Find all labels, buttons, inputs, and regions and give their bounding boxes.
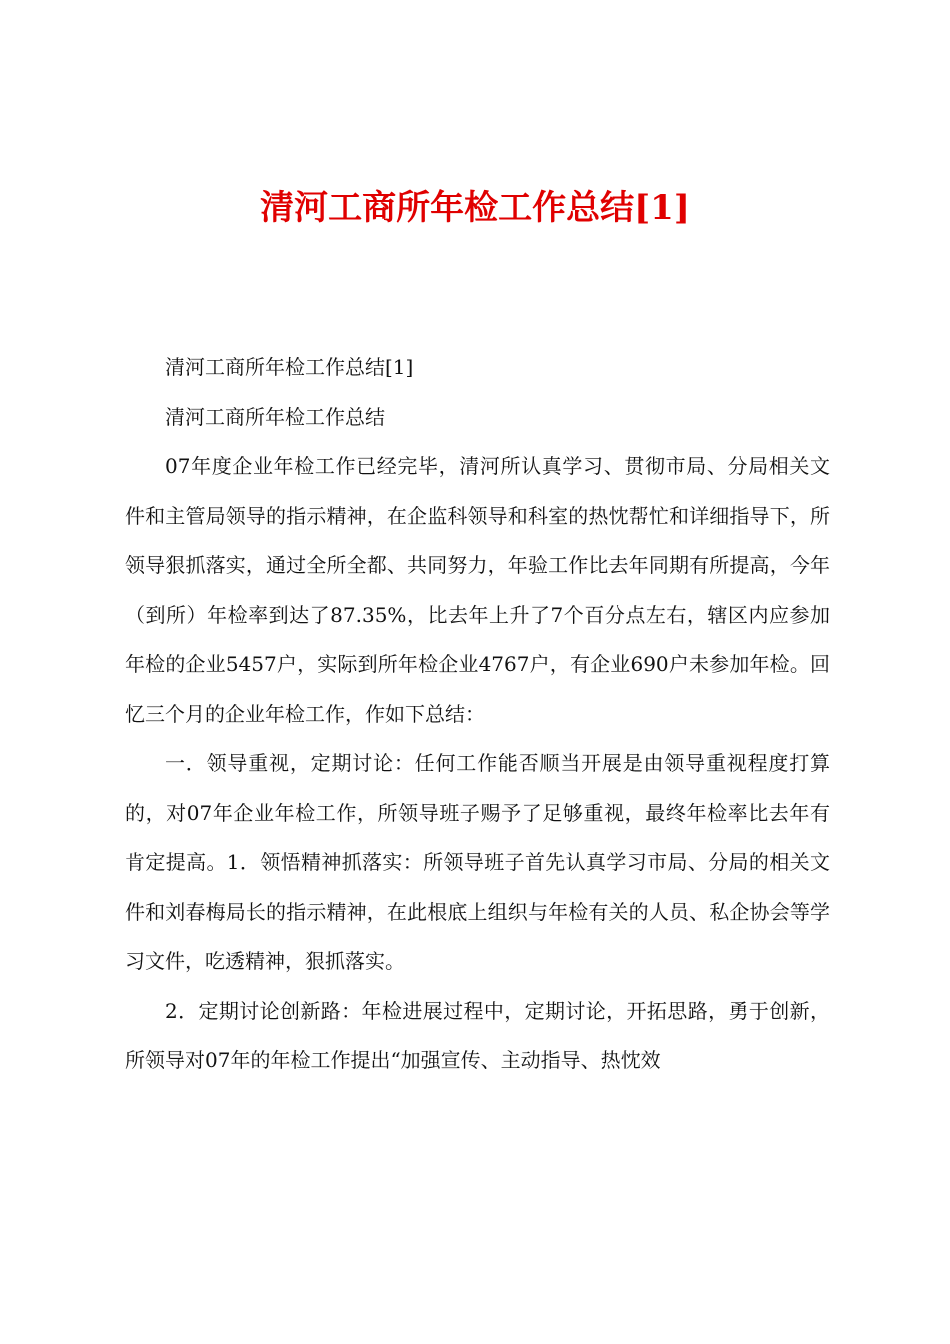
document-title: 清河工商所年检工作总结[1] [260,188,690,228]
paragraph-section-2: 2．定期讨论创新路：年检进展过程中，定期讨论，开拓思路，勇于创新，所领导对07年的年检工作提出“加强宣传、主动指导、热忱效 [125,998,830,1072]
paragraph-section-1: 一．领导重视，定期讨论：任何工作能否顺当开展是由领导重视程度打算的，对07年企业年检工作，所领导班子赐予了足够重视，最终年检率比去年有肯定提高。1．领悟精神抓落实：所领导班子首先认真学习市局、分局的相关文件和刘春梅局长的指示精神，在此根底上组织与年检有关的人员、私企协会等学习文件，吃透精神，狠抓落实。 [125,751,830,973]
paragraph-subheading: 清河工商所年检工作总结 [165,404,385,429]
paragraph-intro: 07年度企业年检工作已经完毕，清河所认真学习、贯彻市局、分局相关文件和主管局领导的指示精神，在企监科领导和科室的热忱帮忙和详细指导下，所领导狠抓落实，通过全所全都、共同努力，年验工作比去年同期有所提高，今年（到所）年检率到达了87.35%，比去年上升了7个百分点左右，辖区内应参加年检的企业5457户，实际到所年检企业4767户，有企业690户未参加年检。回忆三个月的企业年检工作，作如下总结： [125,454,830,726]
paragraph-heading-repeat: 清河工商所年检工作总结[1] [165,355,414,379]
document-body [125,343,830,1086]
